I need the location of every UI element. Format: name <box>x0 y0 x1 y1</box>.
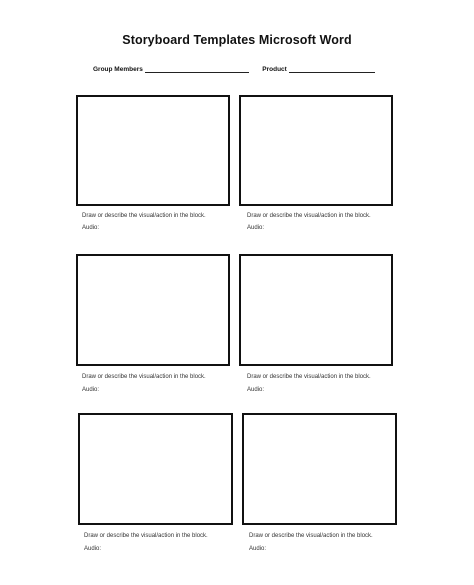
storyboard-frame-3[interactable] <box>76 254 230 366</box>
panel-2-instruction: Draw or describe the visual/action in the block. <box>247 213 371 219</box>
product-label: Product <box>262 66 287 73</box>
panel-4-instruction: Draw or describe the visual/action in the block. <box>247 374 371 380</box>
group-members-field[interactable] <box>145 66 249 73</box>
panel-1-instruction: Draw or describe the visual/action in the block. <box>82 213 206 219</box>
panel-3-instruction: Draw or describe the visual/action in the block. <box>82 374 206 380</box>
panel-5-audio-label: Audio: <box>84 546 102 552</box>
panel-6-audio-label: Audio: <box>249 546 267 552</box>
storyboard-frame-2[interactable] <box>239 95 393 206</box>
panel-4-audio-label: Audio: <box>247 387 265 393</box>
panel-2-audio-label: Audio: <box>247 225 265 231</box>
page-title: Storyboard Templates Microsoft Word <box>122 33 352 47</box>
storyboard-frame-6[interactable] <box>242 413 397 525</box>
panel-1-audio-label: Audio: <box>82 225 100 231</box>
storyboard-frame-5[interactable] <box>78 413 233 525</box>
storyboard-frame-1[interactable] <box>76 95 230 206</box>
product-field[interactable] <box>289 66 375 73</box>
storyboard-frame-4[interactable] <box>239 254 393 366</box>
panel-3-audio-label: Audio: <box>82 387 100 393</box>
panel-5-instruction: Draw or describe the visual/action in the block. <box>84 533 208 539</box>
group-members-label: Group Members <box>93 66 143 73</box>
panel-6-instruction: Draw or describe the visual/action in the block. <box>249 533 373 539</box>
header-fields <box>93 66 375 73</box>
